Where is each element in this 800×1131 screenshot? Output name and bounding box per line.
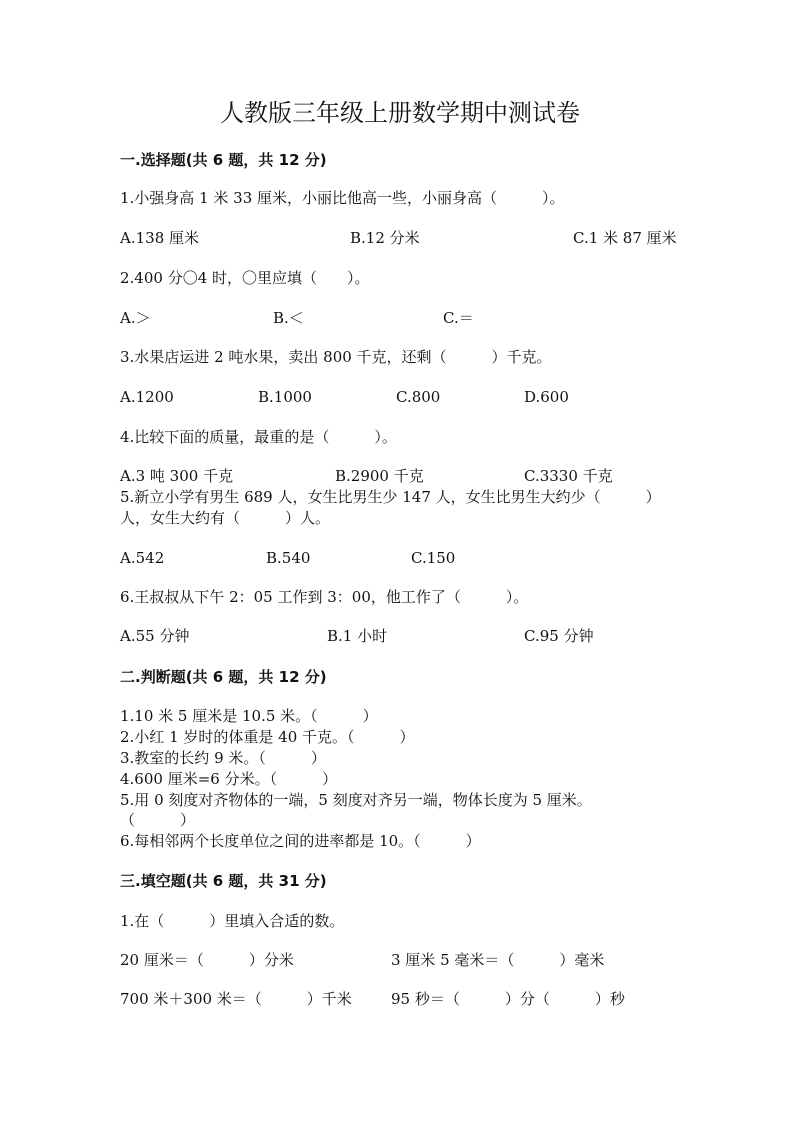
section-heading-judgement: 二.判断题(共 6 题，共 12 分)	[120, 668, 327, 686]
question-text: 3.水果店运进 2 吨水果，卖出 800 千克，还剩（ ）千克。	[120, 348, 552, 366]
fill-blank-item: 20 厘米＝（ ）分米	[120, 951, 294, 969]
section-heading-fill: 三.填空题(共 6 题，共 31 分)	[120, 872, 327, 890]
judgement-item: 1.10 米 5 厘米是 10.5 米。（ ）	[120, 707, 378, 725]
judgement-item: 6.每相邻两个长度单位之间的进率都是 10。（ ）	[120, 832, 481, 850]
option-a: A.1200	[120, 388, 174, 406]
option-d: D.600	[524, 388, 569, 406]
judgement-item: 3.教室的长约 9 米。（ ）	[120, 749, 326, 767]
option-b: B.2900 千克	[335, 467, 424, 485]
question-text: 1.小强身高 1 米 33 厘米，小丽比他高一些，小丽身高（ ）。	[120, 189, 565, 207]
question-text: 2.400 分〇4 时，〇里应填（ ）。	[120, 269, 370, 287]
option-a: A.542	[120, 549, 165, 567]
question-text: 5.新立小学有男生 689 人，女生比男生少 147 人，女生比男生大约少（ ）	[120, 488, 661, 506]
fill-blank-item: 700 米＋300 米＝（ ）千米	[120, 990, 352, 1008]
option-b: B.12 分米	[350, 229, 420, 247]
option-c: C.800	[396, 388, 441, 406]
question-text: 4.比较下面的质量，最重的是（ ）。	[120, 428, 397, 446]
option-c: C.3330 千克	[524, 467, 613, 485]
section-heading-choice: 一.选择题(共 6 题，共 12 分)	[120, 151, 327, 169]
question-text: 1.在（ ）里填入合适的数。	[120, 912, 345, 930]
judgement-item: 4.600 厘米=6 分米。（ ）	[120, 770, 338, 788]
option-a: A.＞	[120, 309, 151, 327]
page-title: 人教版三年级上册数学期中测试卷	[220, 99, 580, 127]
option-c: C.＝	[443, 309, 474, 327]
option-b: B.＜	[273, 309, 304, 327]
option-a: A.138 厘米	[120, 229, 199, 247]
judgement-item-continued: （ ）	[120, 811, 196, 829]
option-b: B.1000	[258, 388, 312, 406]
fill-blank-item: 95 秒＝（ ）分（ ）秒	[391, 990, 625, 1008]
judgement-item: 2.小红 1 岁时的体重是 40 千克。（ ）	[120, 728, 415, 746]
option-a: A.55 分钟	[120, 627, 190, 645]
fill-blank-item: 3 厘米 5 毫米＝（ ）毫米	[391, 951, 605, 969]
option-c: C.95 分钟	[524, 627, 594, 645]
option-b: B.1 小时	[327, 627, 388, 645]
option-b: B.540	[266, 549, 311, 567]
question-text-continued: 人，女生大约有（ ）人。	[120, 509, 331, 527]
option-c: C.1 米 87 厘米	[573, 229, 677, 247]
option-c: C.150	[411, 549, 456, 567]
option-a: A.3 吨 300 千克	[120, 467, 234, 485]
question-text: 6.王叔叔从下午 2：05 工作到 3：00，他工作了（ ）。	[120, 588, 529, 606]
judgement-item: 5.用 0 刻度对齐物体的一端，5 刻度对齐另一端，物体长度为 5 厘米。	[120, 791, 592, 809]
